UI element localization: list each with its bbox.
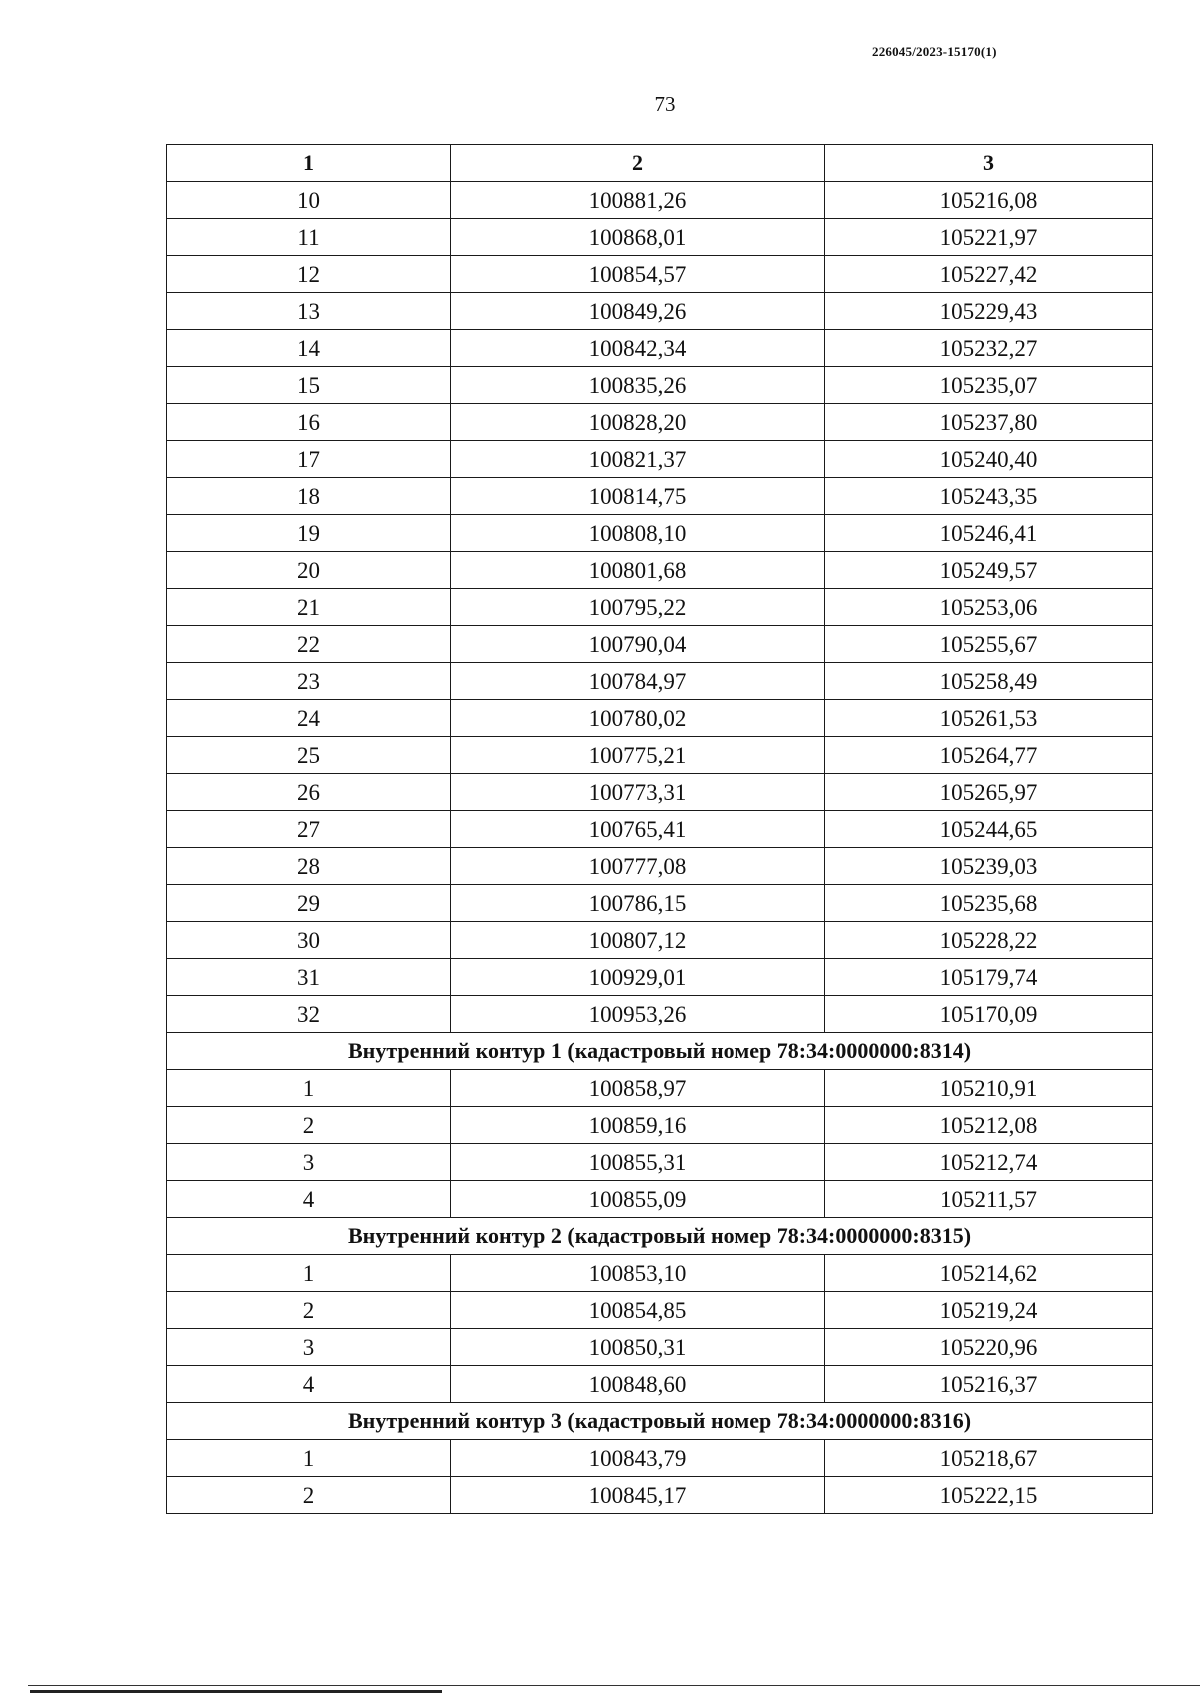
- contour-section-title: Внутренний контур 1 (кадастровый номер 78:34:0000000:8314): [167, 1033, 1153, 1070]
- table-header-row: [167, 145, 1153, 182]
- y-coordinate-cell: 105261,53: [825, 700, 1153, 737]
- y-coordinate-cell: 105219,24: [825, 1292, 1153, 1329]
- point-number-cell: 27: [167, 811, 451, 848]
- x-coordinate-cell: 100850,31: [451, 1329, 825, 1366]
- contour-section-row: [167, 1218, 1153, 1255]
- y-coordinate-cell: 105210,91: [825, 1070, 1153, 1107]
- table-row: [167, 219, 1153, 256]
- point-number-cell: 22: [167, 626, 451, 663]
- x-coordinate-cell: 100881,26: [451, 182, 825, 219]
- y-coordinate-cell: 105239,03: [825, 848, 1153, 885]
- x-coordinate-cell: 100859,16: [451, 1107, 825, 1144]
- table-body: [167, 182, 1153, 1514]
- column-header-1: 1: [167, 145, 451, 182]
- table-row: [167, 367, 1153, 404]
- y-coordinate-cell: 105179,74: [825, 959, 1153, 996]
- table-row: [167, 293, 1153, 330]
- document-id: 226045/2023-15170(1): [872, 44, 997, 59]
- column-header-3: 3: [825, 145, 1153, 182]
- table-row: [167, 959, 1153, 996]
- x-coordinate-cell: 100854,57: [451, 256, 825, 293]
- x-coordinate-cell: 100801,68: [451, 552, 825, 589]
- point-number-cell: 14: [167, 330, 451, 367]
- y-coordinate-cell: 105221,97: [825, 219, 1153, 256]
- y-coordinate-cell: 105240,40: [825, 441, 1153, 478]
- y-coordinate-cell: 105222,15: [825, 1477, 1153, 1514]
- point-number-cell: 11: [167, 219, 451, 256]
- x-coordinate-cell: 100953,26: [451, 996, 825, 1033]
- x-coordinate-cell: 100854,85: [451, 1292, 825, 1329]
- table-row: [167, 1477, 1153, 1514]
- contour-section-title: Внутренний контур 3 (кадастровый номер 78:34:0000000:8316): [167, 1403, 1153, 1440]
- table-row: [167, 404, 1153, 441]
- table-row: [167, 1255, 1153, 1292]
- contour-section-row: [167, 1403, 1153, 1440]
- point-number-cell: 2: [167, 1107, 451, 1144]
- y-coordinate-cell: 105243,35: [825, 478, 1153, 515]
- y-coordinate-cell: 105212,08: [825, 1107, 1153, 1144]
- y-coordinate-cell: 105232,27: [825, 330, 1153, 367]
- table-row: [167, 478, 1153, 515]
- point-number-cell: 4: [167, 1366, 451, 1403]
- point-number-cell: 19: [167, 515, 451, 552]
- table-row: [167, 811, 1153, 848]
- footer-rule-thick: [30, 1690, 442, 1693]
- y-coordinate-cell: 105212,74: [825, 1144, 1153, 1181]
- point-number-cell: 1: [167, 1255, 451, 1292]
- x-coordinate-cell: 100795,22: [451, 589, 825, 626]
- y-coordinate-cell: 105235,07: [825, 367, 1153, 404]
- point-number-cell: 32: [167, 996, 451, 1033]
- table-row: [167, 774, 1153, 811]
- table-row: [167, 589, 1153, 626]
- x-coordinate-cell: 100765,41: [451, 811, 825, 848]
- point-number-cell: 3: [167, 1329, 451, 1366]
- table-row: [167, 663, 1153, 700]
- point-number-cell: 1: [167, 1440, 451, 1477]
- y-coordinate-cell: 105229,43: [825, 293, 1153, 330]
- x-coordinate-cell: 100835,26: [451, 367, 825, 404]
- x-coordinate-cell: 100828,20: [451, 404, 825, 441]
- y-coordinate-cell: 105253,06: [825, 589, 1153, 626]
- table-row: [167, 256, 1153, 293]
- x-coordinate-cell: 100784,97: [451, 663, 825, 700]
- column-header-2: 2: [451, 145, 825, 182]
- contour-section-row: [167, 1033, 1153, 1070]
- x-coordinate-cell: 100849,26: [451, 293, 825, 330]
- table-row: [167, 996, 1153, 1033]
- x-coordinate-cell: 100808,10: [451, 515, 825, 552]
- y-coordinate-cell: 105220,96: [825, 1329, 1153, 1366]
- y-coordinate-cell: 105227,42: [825, 256, 1153, 293]
- contour-section-title: Внутренний контур 2 (кадастровый номер 78:34:0000000:8315): [167, 1218, 1153, 1255]
- point-number-cell: 17: [167, 441, 451, 478]
- y-coordinate-cell: 105265,97: [825, 774, 1153, 811]
- point-number-cell: 10: [167, 182, 451, 219]
- y-coordinate-cell: 105244,65: [825, 811, 1153, 848]
- table-row: [167, 1181, 1153, 1218]
- y-coordinate-cell: 105246,41: [825, 515, 1153, 552]
- table-row: [167, 182, 1153, 219]
- x-coordinate-cell: 100929,01: [451, 959, 825, 996]
- point-number-cell: 2: [167, 1477, 451, 1514]
- point-number-cell: 12: [167, 256, 451, 293]
- point-number-cell: 24: [167, 700, 451, 737]
- point-number-cell: 26: [167, 774, 451, 811]
- x-coordinate-cell: 100845,17: [451, 1477, 825, 1514]
- y-coordinate-cell: 105211,57: [825, 1181, 1153, 1218]
- point-number-cell: 2: [167, 1292, 451, 1329]
- point-number-cell: 23: [167, 663, 451, 700]
- table-row: [167, 330, 1153, 367]
- y-coordinate-cell: 105216,08: [825, 182, 1153, 219]
- table-row: [167, 1329, 1153, 1366]
- x-coordinate-cell: 100848,60: [451, 1366, 825, 1403]
- table-row: [167, 1292, 1153, 1329]
- y-coordinate-cell: 105170,09: [825, 996, 1153, 1033]
- y-coordinate-cell: 105264,77: [825, 737, 1153, 774]
- y-coordinate-cell: 105218,67: [825, 1440, 1153, 1477]
- footer-rule: [28, 1685, 1200, 1686]
- table-row: [167, 1070, 1153, 1107]
- table-row: [167, 848, 1153, 885]
- table-row: [167, 552, 1153, 589]
- point-number-cell: 1: [167, 1070, 451, 1107]
- table-row: [167, 737, 1153, 774]
- point-number-cell: 16: [167, 404, 451, 441]
- x-coordinate-cell: 100858,97: [451, 1070, 825, 1107]
- point-number-cell: 25: [167, 737, 451, 774]
- y-coordinate-cell: 105255,67: [825, 626, 1153, 663]
- x-coordinate-cell: 100773,31: [451, 774, 825, 811]
- x-coordinate-cell: 100842,34: [451, 330, 825, 367]
- table-row: [167, 1366, 1153, 1403]
- x-coordinate-cell: 100855,31: [451, 1144, 825, 1181]
- table-row: [167, 626, 1153, 663]
- x-coordinate-cell: 100868,01: [451, 219, 825, 256]
- point-number-cell: 15: [167, 367, 451, 404]
- y-coordinate-cell: 105228,22: [825, 922, 1153, 959]
- x-coordinate-cell: 100853,10: [451, 1255, 825, 1292]
- y-coordinate-cell: 105249,57: [825, 552, 1153, 589]
- table-row: [167, 1440, 1153, 1477]
- table-row: [167, 515, 1153, 552]
- x-coordinate-cell: 100780,02: [451, 700, 825, 737]
- x-coordinate-cell: 100843,79: [451, 1440, 825, 1477]
- x-coordinate-cell: 100807,12: [451, 922, 825, 959]
- point-number-cell: 4: [167, 1181, 451, 1218]
- point-number-cell: 30: [167, 922, 451, 959]
- x-coordinate-cell: 100790,04: [451, 626, 825, 663]
- x-coordinate-cell: 100821,37: [451, 441, 825, 478]
- point-number-cell: 13: [167, 293, 451, 330]
- table-row: [167, 885, 1153, 922]
- point-number-cell: 3: [167, 1144, 451, 1181]
- point-number-cell: 20: [167, 552, 451, 589]
- y-coordinate-cell: 105214,62: [825, 1255, 1153, 1292]
- point-number-cell: 21: [167, 589, 451, 626]
- table-row: [167, 700, 1153, 737]
- x-coordinate-cell: 100775,21: [451, 737, 825, 774]
- y-coordinate-cell: 105235,68: [825, 885, 1153, 922]
- page-number: 73: [654, 92, 676, 116]
- point-number-cell: 28: [167, 848, 451, 885]
- point-number-cell: 18: [167, 478, 451, 515]
- x-coordinate-cell: 100777,08: [451, 848, 825, 885]
- y-coordinate-cell: 105237,80: [825, 404, 1153, 441]
- coordinates-table: [166, 144, 1153, 1514]
- y-coordinate-cell: 105258,49: [825, 663, 1153, 700]
- table-row: [167, 441, 1153, 478]
- table-row: [167, 1107, 1153, 1144]
- point-number-cell: 31: [167, 959, 451, 996]
- y-coordinate-cell: 105216,37: [825, 1366, 1153, 1403]
- point-number-cell: 29: [167, 885, 451, 922]
- x-coordinate-cell: 100814,75: [451, 478, 825, 515]
- x-coordinate-cell: 100786,15: [451, 885, 825, 922]
- x-coordinate-cell: 100855,09: [451, 1181, 825, 1218]
- table-row: [167, 1144, 1153, 1181]
- table-row: [167, 922, 1153, 959]
